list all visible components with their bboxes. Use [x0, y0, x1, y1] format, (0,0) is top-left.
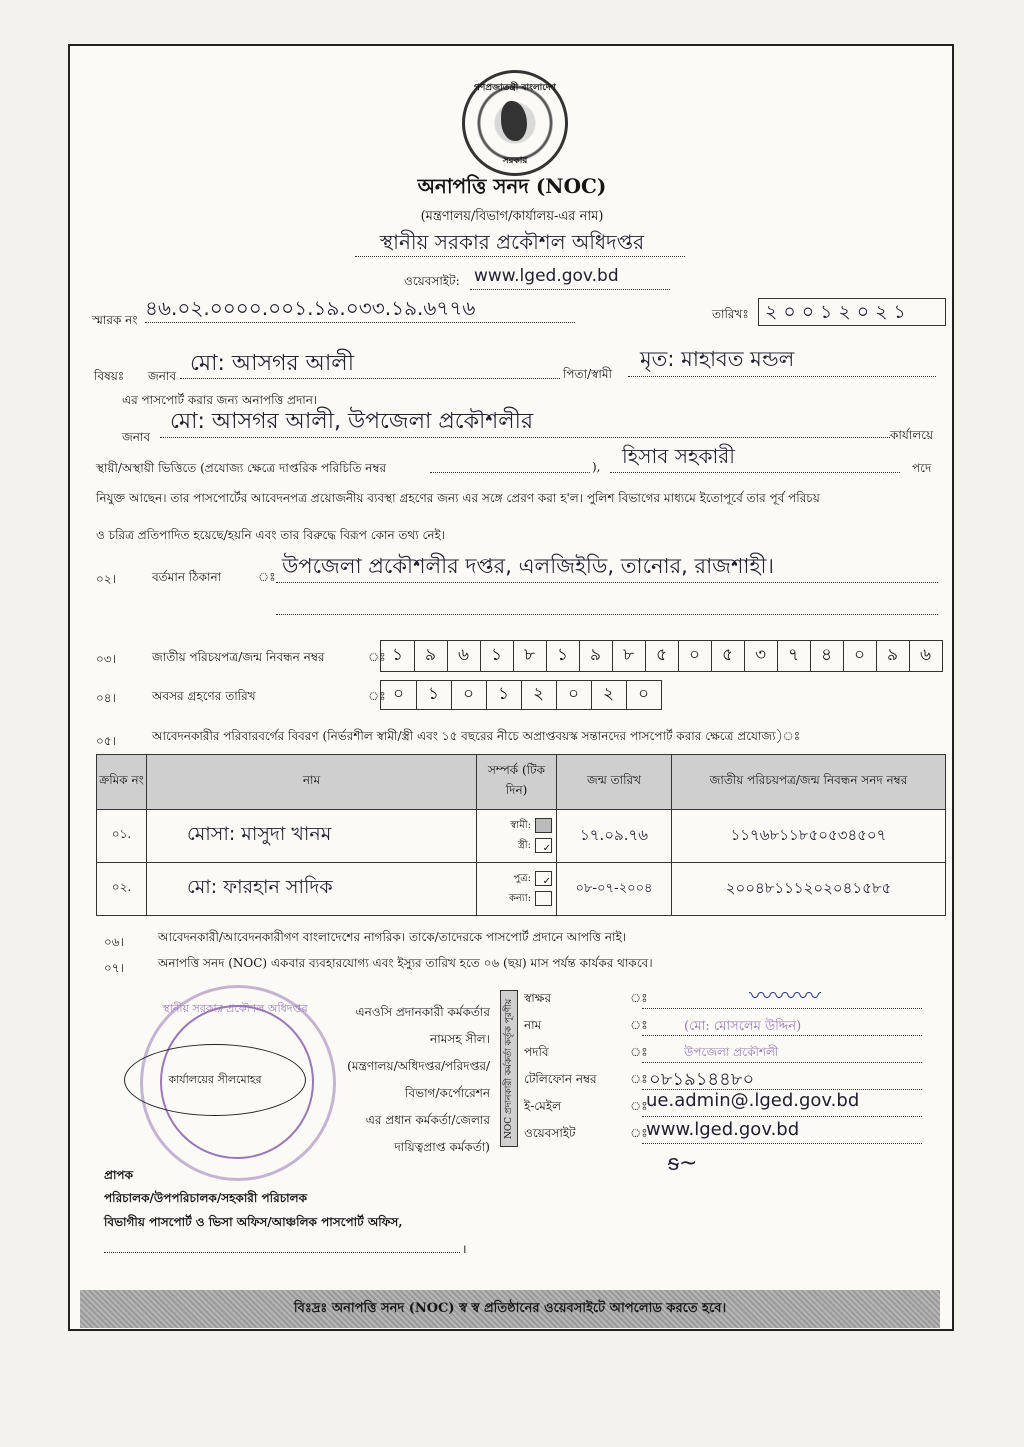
digit-cell: ০ — [567, 684, 580, 704]
noc-vertical-label: NOC প্রদানকারী কর্মকর্তা কর্তৃক পূরণীয় — [500, 990, 518, 1147]
rel-label-a: স্বামী: — [510, 820, 531, 831]
noc-purpose-line: এর পাসপোর্ট করার জন্য অনাপত্তি প্রদান। — [122, 393, 318, 407]
office-seal-oval — [124, 1044, 306, 1116]
field-value: (মো: মোসলেম উদ্দিন) — [684, 1019, 802, 1034]
digit-cell: ০ — [853, 645, 866, 665]
nid-label: জাতীয় পরিচয়পত্র/জন্ম নিবন্ধন নম্বর — [152, 650, 325, 664]
digit-divider — [678, 641, 679, 671]
id-number-dotted-line — [430, 472, 590, 473]
checkbox-unchecked[interactable] — [535, 818, 552, 833]
digit-divider — [645, 641, 646, 671]
recipient-title: প্রাপক — [104, 1168, 133, 1182]
digit-divider — [546, 641, 547, 671]
field-value: উপজেলা প্রকৌশলী — [684, 1045, 779, 1059]
post-value: হিসাব সহকারী — [622, 444, 735, 468]
digit-cell: ৪ — [820, 645, 833, 665]
website-value: www.lged.gov.bd — [474, 266, 619, 286]
desc-line: নামসহ সীল। — [430, 1032, 490, 1046]
nid-colon: ঃ — [368, 650, 386, 664]
digit-cell: ০ — [637, 684, 650, 704]
desc-line: এর প্রধান কর্মকর্তা/জেলার — [365, 1113, 490, 1127]
seal-bottom-text: সরকার — [502, 156, 528, 166]
digit-cell: ৩ — [754, 645, 767, 665]
row-relation — [477, 810, 557, 863]
paragraph-line-2: ও চরিত্র প্রতিপাদিত হয়েছে/হয়নি এবং তার বিরুদ্ধে বিরূপ কোন তথ্য নেই। — [96, 528, 446, 542]
row-name: মোসা: মাসুদা খানম — [147, 810, 477, 863]
address-dotted-line-2 — [276, 614, 938, 615]
checkbox-checked[interactable]: ✓ — [535, 871, 552, 886]
field-row — [524, 1017, 944, 1044]
digit-cell: ০ — [462, 684, 475, 704]
name-designation: মো: আসগর আলী, উপজেলা প্রকৌশলীর — [170, 409, 534, 434]
signatory-fields — [524, 982, 944, 1152]
stamp-text: স্থানীয় সরকার প্রকৌশল অধিদপ্তর — [162, 1002, 308, 1015]
desc-line: দায়িত্বপ্রাপ্ত কর্মকর্তা) — [394, 1140, 490, 1154]
field-value: www.lged.gov.bd — [646, 1119, 800, 1140]
seal-top-text: গণপ্রজাতন্ত্রী বাংলাদেশ — [474, 83, 556, 93]
desc-line: (মন্ত্রণালয়/অধিদপ্তর/পরিদপ্তর/ — [347, 1059, 490, 1073]
digit-divider — [909, 641, 910, 671]
field-colon: ঃ — [630, 1072, 648, 1086]
item-02-number: ০২। — [96, 572, 116, 586]
digit-divider — [447, 641, 448, 671]
field-colon: ঃ — [630, 1045, 648, 1059]
desc-line: বিভাগ/কর্পোরেশন — [405, 1086, 490, 1100]
digit-cell: ১ — [497, 684, 510, 704]
digit-cell: ৭ — [787, 645, 800, 665]
declaration-06: আবেদনকারী/আবেদনকারীগণ বাংলাদেশের নাগরিক। তাকে/তাদেরকে পাসপোর্ট প্রদানে আপত্তি নাই। — [158, 930, 627, 944]
field-label: পদবি — [524, 1045, 549, 1059]
signatory-description — [300, 999, 490, 1161]
field-value: ue.admin@.lged.gov.bd — [646, 1090, 860, 1111]
header-name: নাম — [147, 755, 477, 810]
header-nid: জাতীয় পরিচয়পত্র/জন্ম নিবন্ধন সনদ নম্বর — [672, 755, 946, 810]
footer-text: বিঃদ্রঃ অনাপত্তি সনদ (NOC) স্ব স্ব প্রতিষ্ঠানের ওয়েবসাইটে আপলোড করতে হবে। — [293, 1300, 727, 1316]
digit-cell: ৯ — [886, 645, 899, 665]
recipient-line-2: বিভাগীয় পাসপোর্ট ও ভিসা অফিস/আঞ্চলিক পাসপোর্ট অফিস, — [104, 1215, 403, 1229]
digit-cell: ৮ — [523, 645, 536, 665]
row-dob: ০৮-০৭-২০০৪ — [557, 863, 672, 916]
post-dotted-line — [610, 472, 900, 473]
item-05-number: ০৫। — [96, 734, 116, 748]
recipient-line-1: পরিচালক/উপপরিচালক/সহকারী পরিচালক — [104, 1191, 307, 1205]
signature-icon: 〰〰〰 — [749, 982, 821, 1010]
digit-divider — [416, 681, 417, 709]
paragraph-line-1: নিযুক্ত আছেন। তার পাসপোর্টের আবেদনপত্র প্রয়োজনীয় ব্যবস্থা গ্রহণের জন্য এর সঙ্গে প্রেরণ করা হ'ল। পুলিশ বিভাগের মাধ্যমে ইতোপূর্বে তার পূর্ব পরিচয় — [96, 491, 820, 505]
field-colon: ঃ — [630, 991, 648, 1005]
digit-cell: ৫ — [721, 645, 734, 665]
ministry-value: স্থানীয় সরকার প্রকৌশল অধিদপ্তর — [379, 230, 645, 254]
father-dotted-line — [628, 376, 936, 377]
row-relation — [477, 863, 557, 916]
row-dob: ১৭.০৯.৭৬ — [557, 810, 672, 863]
bangladesh-map-icon — [501, 101, 527, 141]
field-dotted-line — [642, 1116, 922, 1117]
recipient-dotted-line — [104, 1252, 460, 1253]
header-serial: ক্রমিক নং — [97, 755, 147, 810]
digit-cell: ২ — [532, 684, 545, 704]
field-label: নাম — [524, 1018, 542, 1032]
digit-divider — [486, 681, 487, 709]
header-dob: জন্ম তারিখ — [557, 755, 672, 810]
janab-label: জনাব — [148, 369, 177, 383]
government-seal — [462, 70, 568, 176]
digit-cell: ১ — [490, 645, 503, 665]
row-name: মো: ফারহান সাদিক — [147, 863, 477, 916]
digit-divider — [591, 681, 592, 709]
applicant-name: মো: আসগর আলী — [190, 351, 354, 376]
nid-digit-boxes — [380, 640, 943, 672]
digit-divider — [612, 641, 613, 671]
digit-cell: ১ — [391, 645, 404, 665]
digit-cell: ১ — [556, 645, 569, 665]
digit-divider — [777, 641, 778, 671]
date-label: তারিখঃ — [712, 307, 749, 321]
father-value: মৃত: মাহাবত মন্ডল — [640, 347, 795, 371]
name-dotted-line — [180, 378, 560, 379]
office-seal-label: কার্যালয়ের সীলমোহর — [168, 1072, 262, 1086]
row-nid: ১১৭৬৮১১৮৫০৫৩৪৫০৭ — [672, 810, 946, 863]
field-label: ই-মেইল — [524, 1099, 562, 1113]
digit-divider — [876, 641, 877, 671]
digit-divider — [843, 641, 844, 671]
address-value: উপজেলা প্রকৌশলীর দপ্তর, এলজিইডি, তানোর, রাজশাহী। — [282, 554, 775, 578]
row-serial: ০২. — [97, 863, 147, 916]
digit-cell: ৮ — [622, 645, 635, 665]
digit-divider — [480, 641, 481, 671]
family-label: আবেদনকারীর পরিবারবর্গের বিবরণ (নির্ভরশীল স্বামী/স্ত্রী এবং ১৫ বছরের নীচে অপ্রাপ্তবয়স্ক সন্তানদের পাসপোর্ট করার ক্ষেত্রে প্রযোজ্য)ঃ — [152, 729, 801, 743]
ministry-dotted-line — [355, 256, 685, 257]
field-colon: ঃ — [630, 1126, 648, 1140]
date-value: ২০০১২০২১ — [758, 298, 946, 326]
father-label: পিতা/স্বামী — [563, 367, 612, 381]
subject-label: বিষয়ঃ — [94, 369, 125, 383]
digit-cell: ০ — [688, 645, 701, 665]
checkbox-checked[interactable]: ✓ — [535, 838, 552, 853]
post-suffix: পদে — [912, 461, 932, 475]
digit-cell: ৫ — [655, 645, 668, 665]
item-04-number: ০৪। — [96, 691, 116, 705]
digit-divider — [744, 641, 745, 671]
digit-divider — [579, 641, 580, 671]
field-dotted-line — [642, 1143, 922, 1144]
digit-divider — [414, 641, 415, 671]
table-row — [97, 863, 946, 916]
address-dotted-line-1 — [276, 582, 938, 583]
website-label: ওয়েবসাইট: — [404, 274, 460, 288]
digit-cell: ৯ — [589, 645, 602, 665]
employment-line: স্থায়ী/অস্থায়ী ভিত্তিতে (প্রযোজ্য ক্ষেত্রে দাপ্তরিক পরিচিতি নম্বর — [96, 461, 387, 475]
field-colon: ঃ — [630, 1099, 648, 1113]
initials-signature-icon: ᵴ~ — [668, 1151, 698, 1176]
digit-divider — [451, 681, 452, 709]
row-nid: ২০০৪৮১১১২০২০৪১৫৮৫ — [672, 863, 946, 916]
rel-label-b: কন্যা: — [508, 893, 531, 904]
rel-label-b: স্ত্রী: — [517, 840, 531, 851]
field-label: টেলিফোন নম্বর — [524, 1072, 597, 1086]
digit-divider — [626, 681, 627, 709]
bracket-close: ), — [592, 460, 601, 474]
family-table-header — [97, 755, 946, 810]
digit-divider — [556, 681, 557, 709]
row-serial: ০১. — [97, 810, 147, 863]
memo-value: ৪৬.০২.০০০০.০০১.১৯.০৩৩.১৯.৬৭৭৬ — [145, 296, 476, 320]
rel-label-a: পুত্র: — [513, 873, 531, 884]
item-03-number: ০৩। — [96, 652, 116, 666]
retire-colon: ঃ — [368, 689, 386, 703]
digit-cell: ২ — [602, 684, 615, 704]
digit-divider — [810, 641, 811, 671]
family-table — [96, 754, 946, 916]
field-colon: ঃ — [630, 1018, 648, 1032]
field-row — [524, 1119, 944, 1152]
document-title: অনাপত্তি সনদ (NOC) — [417, 174, 607, 198]
field-value: ০৮১৯১৪৪৮০ — [649, 1069, 755, 1090]
ministry-label: (মন্ত্রণালয়/বিভাগ/কার্যালয়-এর নাম) — [420, 209, 604, 224]
checkbox-unchecked[interactable] — [535, 891, 552, 906]
field-row — [524, 982, 944, 1017]
digit-divider — [711, 641, 712, 671]
header-relation: সম্পর্ক (টিক দিন) — [477, 755, 557, 810]
retire-label: অবসর গ্রহণের তারিখ — [152, 689, 256, 703]
recipient-end: । — [462, 1242, 467, 1256]
digit-cell: ৯ — [424, 645, 437, 665]
janab-label-2: জনাব — [122, 430, 151, 444]
desc-line: এনওসি প্রদানকারী কর্মকর্তার — [355, 1005, 490, 1019]
address-label: বর্তমান ঠিকানা — [152, 570, 222, 584]
declaration-07: অনাপত্তি সনদ (NOC) একবার ব্যবহারযোগ্য এবং ইস্যুর তারিখ হতে ০৬ (ছয়) মাস পর্যন্ত কার্যকর থাকবে। — [158, 956, 653, 970]
retire-digit-boxes — [380, 680, 662, 710]
address-colon: ঃ — [258, 570, 276, 584]
digit-divider — [521, 681, 522, 709]
table-row — [97, 810, 946, 863]
memo-label: স্মারক নং — [92, 313, 138, 327]
item-06-number: ০৬। — [104, 935, 124, 949]
digit-cell: ১ — [427, 684, 440, 704]
digit-cell: ০ — [392, 684, 405, 704]
designation-dotted-line — [160, 437, 890, 438]
office-suffix: কার্যালয়ে — [890, 428, 934, 442]
digit-cell: ৬ — [919, 645, 932, 665]
memo-dotted-line — [145, 322, 575, 323]
digit-divider — [513, 641, 514, 671]
footer-note — [80, 1290, 940, 1328]
digit-cell: ৬ — [457, 645, 470, 665]
website-dotted-line — [470, 289, 670, 290]
field-label: ওয়েবসাইট — [524, 1126, 576, 1140]
field-label: স্বাক্ষর — [524, 991, 552, 1005]
item-07-number: ০৭। — [104, 961, 124, 975]
